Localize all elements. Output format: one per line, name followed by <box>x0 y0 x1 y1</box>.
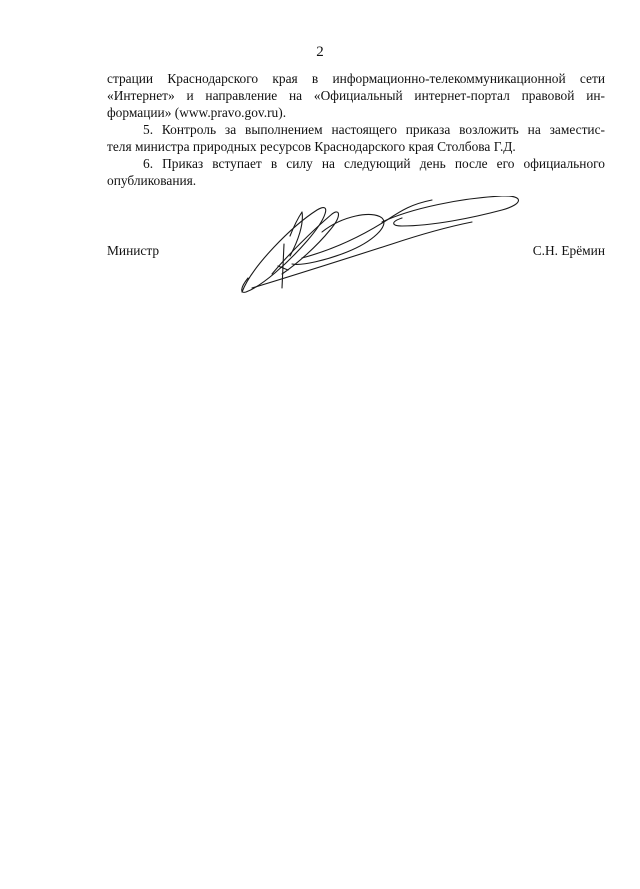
text-line: «Интернет» и направление на «Официальный интернет-портал правовой ин- <box>107 88 605 103</box>
text-line: 6. Приказ вступает в силу на следующий день после его официального <box>143 156 605 171</box>
paragraph-continuation <box>107 70 605 121</box>
signatory-position: Министр <box>107 243 160 258</box>
text-line: опубликования. <box>107 173 197 188</box>
document-body <box>107 70 605 189</box>
text-line: страции Краснодарского края в информационно-телекоммуникационной сети <box>107 71 605 86</box>
signatory-name: С.Н. Ерёмин <box>532 243 605 258</box>
text-line: теля министра природных ресурсов Краснодарского края Столбова Г.Д. <box>107 139 516 154</box>
paragraph-item-5 <box>107 121 605 155</box>
text-line: формации» (www.pravo.gov.ru). <box>107 105 287 120</box>
handwritten-signature <box>232 196 532 300</box>
text-line: 5. Контроль за выполнением настоящего приказа возложить на заместис- <box>143 122 605 137</box>
page-number: 2 <box>316 44 324 60</box>
paragraph-item-6 <box>107 155 605 189</box>
signature-block <box>107 196 605 306</box>
